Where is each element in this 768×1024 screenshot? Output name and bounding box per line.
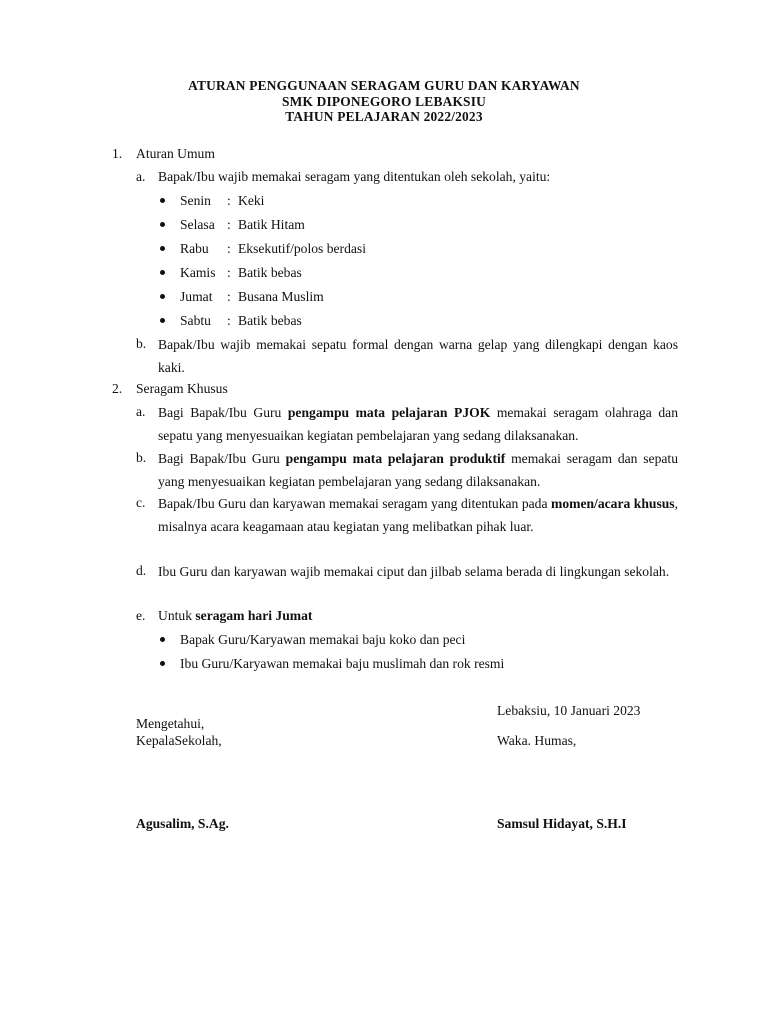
schedule-day: Senin: [180, 193, 211, 208]
section-2-number: 2.: [112, 381, 123, 396]
schedule-day: Jumat: [180, 289, 213, 304]
section-1a-marker: a.: [136, 169, 146, 184]
acknowledged-label: Mengetahui,: [136, 716, 205, 731]
place-date: Lebaksiu, 10 Januari 2023: [497, 703, 641, 718]
schedule-separator: :: [227, 289, 231, 304]
schedule-separator: :: [227, 217, 231, 232]
schedule-separator: :: [227, 241, 231, 256]
schedule-uniform: Batik Hitam: [238, 217, 305, 232]
list-item-text: Ibu Guru/Karyawan memakai baju muslimah dan rok resmi: [180, 656, 505, 671]
section-1a-text: Bapak/Ibu wajib memakai seragam yang ditentukan oleh sekolah, yaitu:: [158, 169, 551, 184]
bullet-icon: [160, 637, 165, 642]
section-2c-marker: c.: [136, 495, 146, 510]
schedule-uniform: Eksekutif/polos berdasi: [238, 241, 366, 256]
schedule-separator: :: [227, 265, 231, 280]
bullet-icon: [160, 246, 165, 251]
title-line-2: SMK DIPONEGORO LEBAKSIU: [281, 93, 486, 109]
section-2c-text: Bapak/Ibu Guru dan karyawan memakai seragam yang ditentukan pada momen/acara khusus, misalnya acara keagamaan atau kegiatan yang melibatkan pihak luar.: [158, 496, 678, 534]
schedule-uniform: Busana Muslim: [238, 289, 324, 304]
bullet-icon: [160, 294, 165, 299]
schedule-uniform: Keki: [238, 193, 265, 208]
title-line-3: TAHUN PELAJARAN 2022/2023: [285, 109, 483, 124]
schedule-uniform: Batik bebas: [238, 313, 302, 328]
section-1b-marker: b.: [136, 336, 147, 351]
section-2a-marker: a.: [136, 404, 146, 419]
schedule-day: Kamis: [180, 265, 216, 280]
schedule-day: Rabu: [180, 241, 209, 256]
schedule-separator: :: [227, 193, 231, 208]
section-2b-text: Bagi Bapak/Ibu Guru pengampu mata pelajaran produktif memakai seragam dan sepatu yang menyesuaikan kegiatan pembelajaran yang sedang dilaksanakan.: [158, 451, 678, 489]
section-1b-text: Bapak/Ibu wajib memakai sepatu formal dengan warna gelap yang dilengkapi dengan kaos kaki.: [158, 337, 678, 375]
title-line-1: ATURAN PENGGUNAAN SERAGAM GURU DAN KARYAWAN: [188, 78, 580, 93]
section-1-heading: Aturan Umum: [136, 146, 215, 161]
section-2e-text: Untuk seragam hari Jumat: [158, 608, 313, 623]
schedule-uniform: Batik bebas: [238, 265, 302, 280]
vice-principal-title: Waka. Humas,: [497, 733, 577, 748]
section-2a-text: Bagi Bapak/Ibu Guru pengampu mata pelajaran PJOK memakai seragam olahraga dan sepatu yang menyesuaikan kegiatan pembelajaran yang sedang dilaksanakan.: [158, 405, 678, 443]
principal-name: Agusalim, S.Ag.: [136, 816, 229, 831]
bullet-icon: [160, 661, 165, 666]
section-2-heading: Seragam Khusus: [136, 381, 228, 396]
section-2d-marker: d.: [136, 563, 147, 578]
schedule-day: Selasa: [180, 217, 215, 232]
bullet-icon: [160, 222, 165, 227]
schedule-separator: :: [227, 313, 231, 328]
section-2e-marker: e.: [136, 608, 146, 623]
list-item-text: Bapak Guru/Karyawan memakai baju koko dan peci: [180, 632, 466, 647]
bullet-icon: [160, 270, 165, 275]
section-2b-marker: b.: [136, 450, 147, 465]
section-2d-text: Ibu Guru dan karyawan wajib memakai ciput dan jilbab selama berada di lingkungan sekolah.: [158, 564, 670, 579]
schedule-day: Sabtu: [180, 313, 211, 328]
bullet-icon: [160, 198, 165, 203]
bullet-icon: [160, 318, 165, 323]
section-1-number: 1.: [112, 146, 123, 161]
principal-title: KepalaSekolah,: [136, 733, 222, 748]
document-title: [0, 78, 768, 125]
vice-principal-name: Samsul Hidayat, S.H.I: [497, 816, 627, 831]
